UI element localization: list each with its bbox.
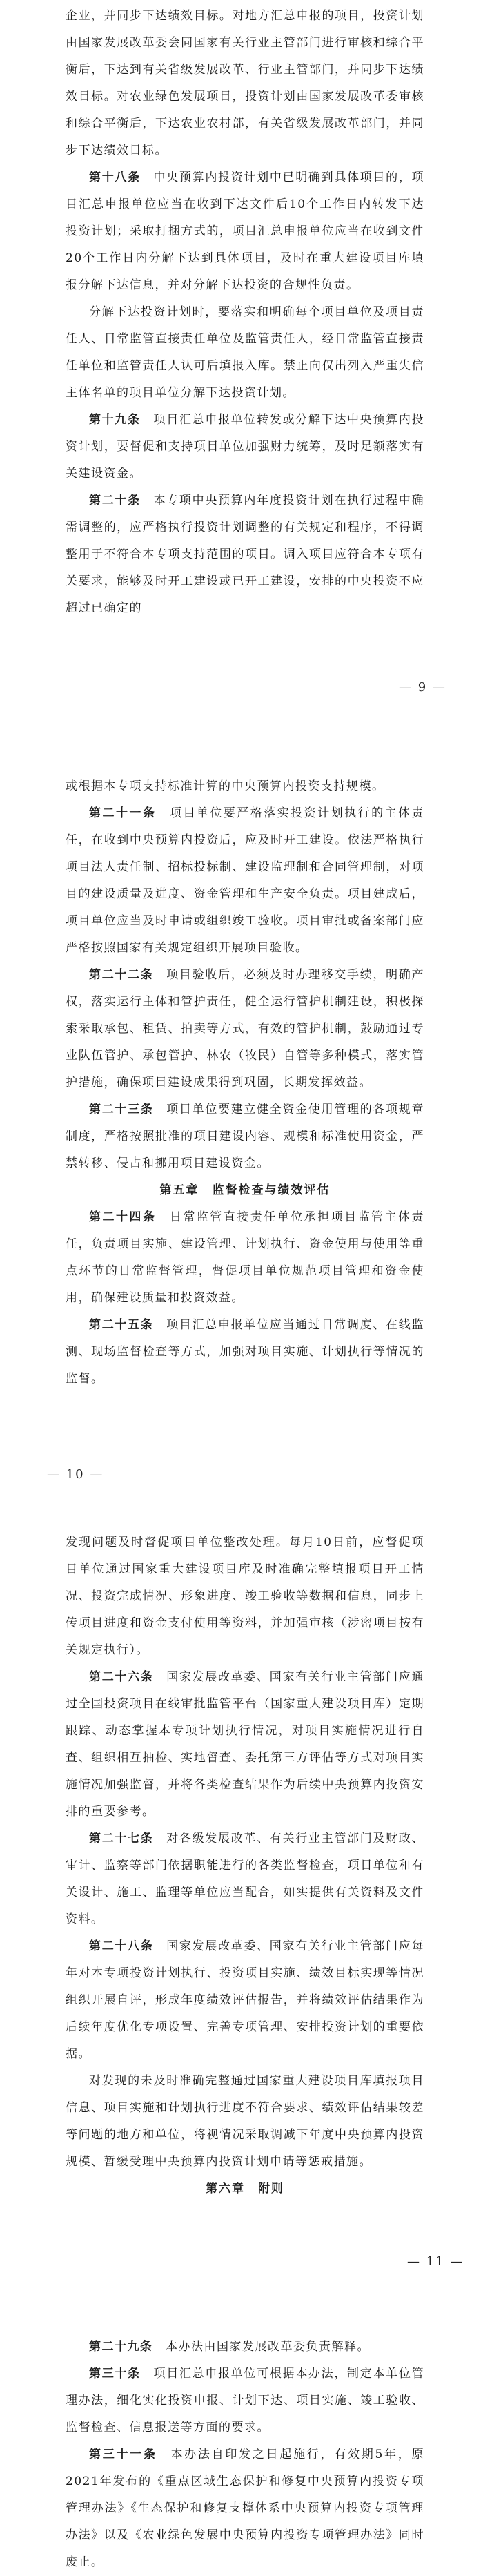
paragraph-text: 项目验收后，必须及时办理移交手续，明确产权，落实运行主体和管护责任，健全运行管护机制建设，积极探索采取承包、租赁、拍卖等方式，有效的管护机制，鼓励通过专业队伍管护、承包管护、林农（牧民）自管等多种模式，落实管护措施，确保项目建设成果得到巩固，长期发挥效益。 — [66, 968, 425, 1090]
article-number: 第二十四条 — [89, 1210, 157, 1224]
article-number: 第二十七条 — [89, 1832, 154, 1846]
document-page-1 — [0, 0, 492, 717]
article-number: 第三十一条 — [89, 2448, 157, 2461]
article-number: 第二十六条 — [89, 1670, 154, 1684]
page-body — [66, 1529, 424, 2202]
article-number: 第二十五条 — [89, 1318, 154, 1332]
document-page-3 — [0, 1529, 492, 2275]
article-gap — [154, 1103, 167, 1116]
document-page-2 — [0, 773, 492, 1498]
body-paragraph — [66, 2068, 424, 2176]
article-gap — [154, 1670, 167, 1684]
paragraph-text: 项目单位要严格落实投资计划执行的主体责任，在收到中央预算内投资后，应及时开工建设。依法严格执行项目法人责任制、招标投标制、建设监理制和合同管理制，对项目的建设质量及进度、资金管理和生产安全负责。项目建成后，项目单位应当及时申请或组织竣工验收。项目审批或备案部门应严格按照国家有关规定组织开展项目验收。 — [66, 806, 425, 955]
article-paragraph — [66, 800, 424, 962]
body-paragraph — [66, 1529, 424, 1664]
article-gap — [154, 1939, 167, 1953]
paragraph-text: 本专项中央预算内年度投资计划在执行过程中确需调整的，应严格执行投资计划调整的有关规定和程序，不得调整用于不符合本专项支持范围的项目。调入项目应符合本专项有关要求，能够及时开工建设或已开工建设，安排的中央投资不应超过已确定的 — [66, 494, 425, 615]
article-number: 第二十九条 — [89, 2340, 153, 2354]
article-gap — [157, 2448, 171, 2461]
document-page-4 — [0, 2334, 492, 2569]
page-number: — 9 — — [399, 680, 446, 695]
article-paragraph — [66, 1933, 424, 2068]
article-number: 第十八条 — [89, 171, 141, 184]
article-number: 第二十三条 — [89, 1103, 154, 1116]
article-paragraph — [66, 2361, 424, 2441]
article-number: 第二十一条 — [89, 806, 157, 820]
article-gap — [141, 494, 154, 507]
paragraph-text: 本办法由国家发展改革委负责解释。 — [166, 2340, 370, 2354]
paragraph-text: 或根据本专项支持标准计算的中央预算内投资支持规模。 — [66, 779, 385, 793]
page-body — [66, 2334, 424, 2576]
page-number: — 11 — — [407, 2254, 464, 2269]
chapter-heading: 第六章 附则 — [206, 2182, 284, 2196]
paragraph-text: 项目汇总申报单位可根据本办法，制定本单位管理办法，细化实化投资申报、计划下达、项目实施、竣工验收、监督检查、信息报送等方面的要求。 — [66, 2367, 425, 2434]
paragraph-text: 发现问题及时督促项目单位整改处理。每月10日前，应督促项目单位通过国家重大建设项目库及时准确完整填报项目开工情况、投资完成情况、形象进度、竣工验收等数据和信息，同步上传项目进度和资金支付使用等资料，并加强审核（涉密项目按有关规定执行）。 — [66, 1536, 424, 1657]
page-body — [66, 773, 424, 1393]
paragraph-text: 本办法自印发之日起施行，有效期5年，原2021年发布的《重点区域生态保护和修复中央预算内投资专项管理办法》《生态保护和修复支撑体系中央预算内投资专项管理办法》以及《农业绿色发展中央预算内投资专项管理办法》同时废止。 — [66, 2448, 425, 2569]
article-gap — [154, 1318, 167, 1332]
article-number: 第三十条 — [89, 2367, 141, 2381]
article-number: 第十九条 — [89, 413, 141, 427]
article-gap — [154, 1832, 167, 1846]
paragraph-text: 日常监管直接责任单位承担项目监管主体责任，负责项目实施、建设管理、计划执行、资金使用与使用等重点环节的日常监督管理，督促项目单位规范项目管理和资金使用，确保建设质量和投资效益。 — [66, 1210, 425, 1305]
article-paragraph — [66, 1204, 424, 1312]
article-paragraph — [66, 1312, 424, 1393]
paragraph-text: 对各级发展改革、有关行业主管部门及财政、审计、监察等部门依据职能进行的各类监督检查，项目单位和有关设计、施工、监理等单位应当配合，如实提供有关资料及文件资料。 — [66, 1832, 425, 1926]
paragraph-text: 中央预算内投资计划中已明确到具体项目的，项目汇总申报单位应当在收到下达文件后10个工作日内转发下达投资计划；采取打捆方式的，项目汇总申报单位应当在收到文件20个工作日内分解下达到具体项目，及时在重大建设项目库填报分解下达信息，并对分解下达投资的合规性负责。 — [66, 171, 425, 292]
article-paragraph — [66, 1664, 424, 1826]
article-paragraph — [66, 2441, 424, 2576]
paragraph-text: 国家发展改革委、国家有关行业主管部门应每年对本专项投资计划执行、投资项目实施、绩效目标实现等情况组织开展自评，形成年度绩效评估报告，并将绩效评估结果作为后续年度优化专项设置、完善专项管理、安排投资计划的重要依据。 — [66, 1939, 425, 2061]
article-paragraph — [66, 1826, 424, 1933]
paragraph-text: 企业，并同步下达绩效目标。对地方汇总申报的项目，投资计划由国家发展改革委会同国家有关行业主管部门进行审核和综合平衡后，下达到有关省级发展改革、行业主管部门，并同步下达绩效目标。对农业绿色发展项目，投资计划由国家发展改革委审核和综合平衡后，下达农业农村部，有关省级发展改革部门，并同步下达绩效目标。 — [66, 9, 424, 157]
paragraph-text: 国家发展改革委、国家有关行业主管部门应通过全国投资项目在线审批监管平台（国家重大建设项目库）定期跟踪、动态掌握本专项计划执行情况，对项目实施情况进行自查、组织相互抽检、实地督查、委托第三方评估等方式对项目实施情况加强监督，并将各类检查结果作为后续中央预算内投资安排的重要参考。 — [66, 1670, 425, 1819]
paragraph-text: 项目汇总申报单位应当通过日常调度、在线监测、现场监督检查等方式，加强对项目实施、计划执行等情况的监督。 — [66, 1318, 425, 1386]
article-gap — [156, 1210, 169, 1224]
article-paragraph — [66, 1096, 424, 1177]
paragraph-text: 分解下达投资计划时，要落实和明确每个项目单位及项目责任人、日常监管直接责任单位及监管责任人，经日常监管直接责任单位和监管责任人认可后填报入库。禁止向仅出列入严重失信主体名单的项目单位分解下达投资计划。 — [66, 305, 424, 400]
paragraph-text: 项目汇总申报单位转发或分解下达中央预算内投资计划，要督促和支持项目单位加强财力统筹，及时足额落实有关建设资金。 — [66, 413, 425, 481]
article-gap — [141, 171, 154, 184]
article-number: 第二十二条 — [89, 968, 154, 982]
body-paragraph — [66, 773, 424, 800]
article-gap — [154, 968, 167, 982]
article-number: 第二十条 — [89, 494, 141, 507]
article-number: 第二十八条 — [89, 1939, 154, 1953]
paragraph-text: 项目单位要建立健全资金使用管理的各项规章制度，严格按照批准的项目建设内容、规模和标准使用资金，严禁转移、侵占和挪用项目建设资金。 — [66, 1103, 425, 1170]
article-gap — [141, 2367, 154, 2381]
article-paragraph — [66, 164, 424, 299]
page-body — [66, 3, 424, 622]
article-paragraph — [66, 962, 424, 1096]
body-paragraph — [66, 3, 424, 164]
body-paragraph — [66, 299, 424, 407]
article-gap — [156, 806, 169, 820]
paragraph-text: 对发现的未及时准确完整通过国家重大建设项目库填报项目信息、项目实施和计划执行进度不符合要求、绩效评估结果较差等问题的地方和单位，将视情况采取调减下年度中央预算内投资规模、暂缓受理中央预算内投资计划申请等惩戒措施。 — [66, 2074, 424, 2169]
chapter-heading: 第五章 监督检查与绩效评估 — [159, 1183, 331, 1197]
article-paragraph — [66, 2334, 424, 2361]
article-gap — [141, 413, 154, 427]
article-paragraph — [66, 487, 424, 622]
article-gap — [153, 2340, 166, 2354]
article-paragraph — [66, 407, 424, 487]
page-number: — 10 — — [47, 1467, 104, 1482]
